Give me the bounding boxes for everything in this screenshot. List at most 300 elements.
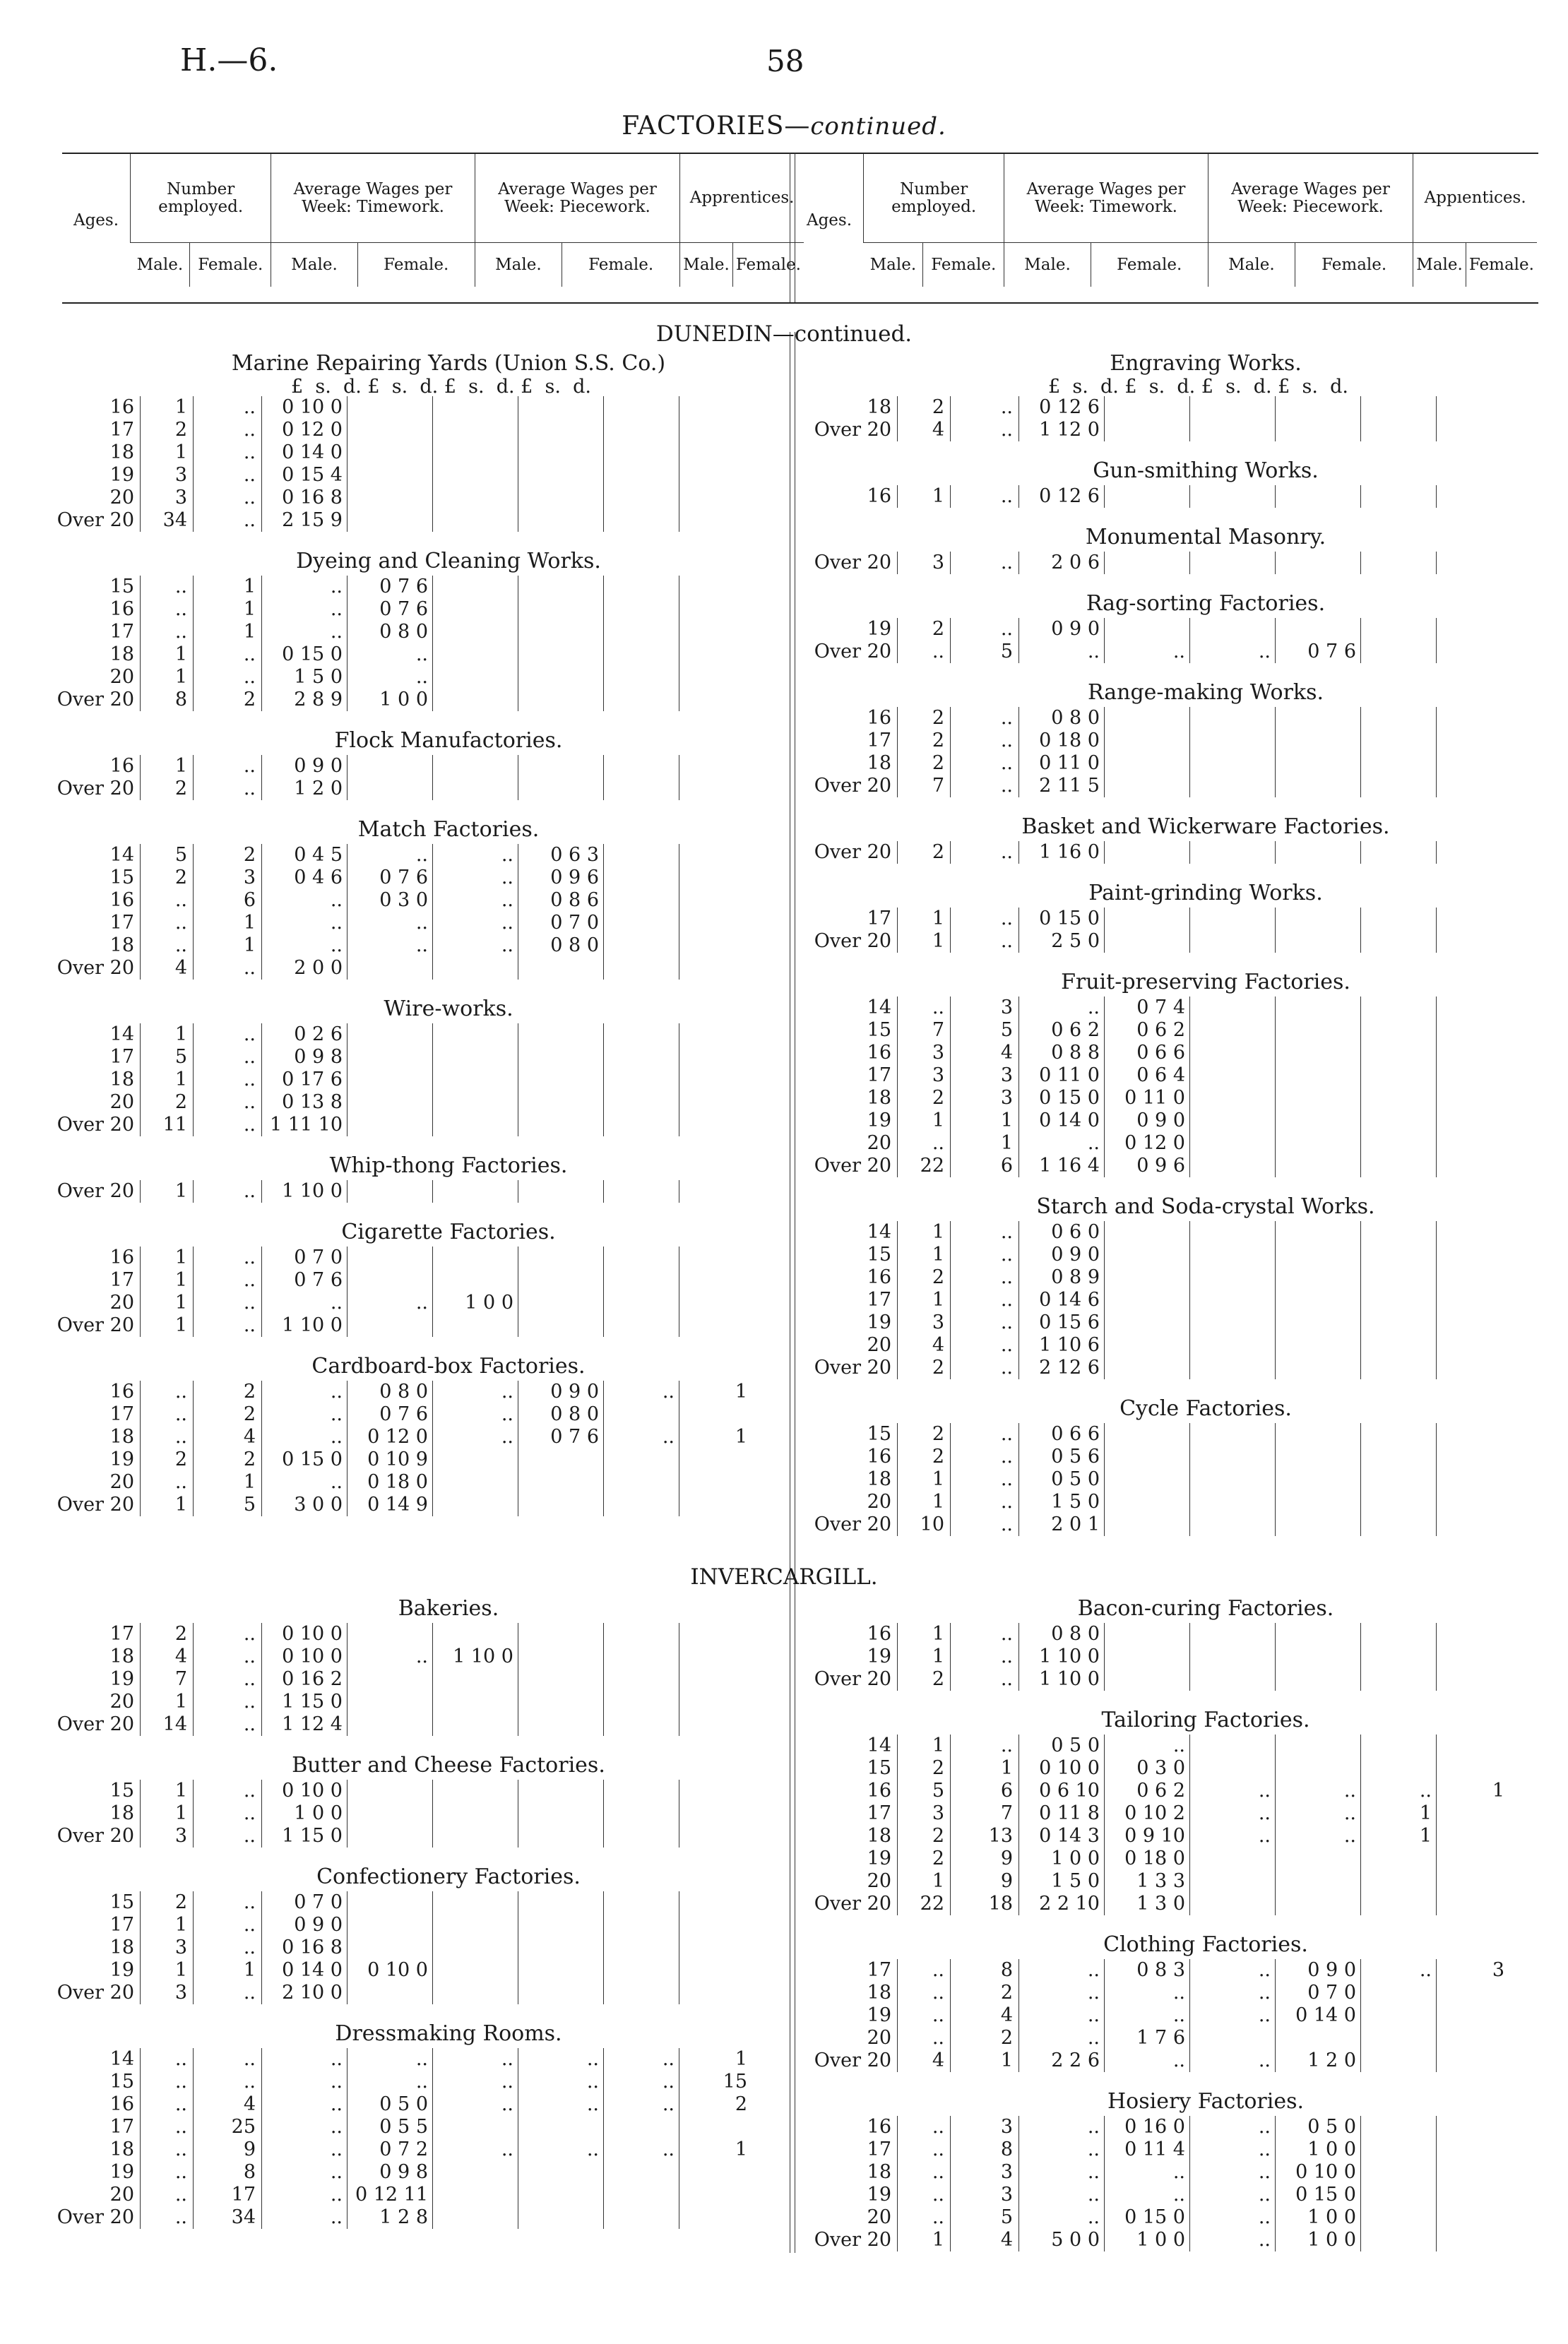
male-apprentices-cell <box>1361 1266 1437 1289</box>
male-piecework-cell <box>433 957 518 980</box>
table-row <box>42 576 752 598</box>
female-timework-cell <box>1105 730 1190 752</box>
male-employed-cell: 1 <box>932 1646 944 1667</box>
male-employed-cell: 1 <box>932 1109 944 1131</box>
female-timework-cell: 1 3 0 <box>1105 1893 1190 1915</box>
male-timework-cell: 2 0 6 <box>1019 552 1105 574</box>
female-piecework-cell <box>518 509 604 532</box>
male-piecework-cell: .. <box>433 2071 518 2093</box>
male-apprentices-cell <box>604 1180 679 1203</box>
age-cell: 17 <box>42 621 141 643</box>
table-row <box>800 552 1509 574</box>
male-apprentices-cell <box>604 1646 679 1668</box>
male-timework-cell: 0 14 0 <box>262 1959 348 1982</box>
male-apprentices-cell <box>604 576 679 598</box>
male-employed-cell: .. <box>174 2184 187 2206</box>
age-cell: 14 <box>800 1735 898 1757</box>
male-apprentices-cell <box>604 1914 679 1937</box>
female-timework-cell: 0 6 2 <box>1105 1780 1190 1802</box>
female-apprentices-cell <box>1437 930 1509 953</box>
male-timework-cell: 0 16 8 <box>262 487 348 509</box>
male-timework-cell: 1 5 0 <box>1019 1870 1105 1893</box>
male-timework-cell: 2 0 0 <box>262 957 348 980</box>
female-employed-cell: 1 <box>194 1471 262 1494</box>
title-continued: continued. <box>810 112 946 141</box>
age-cell: 16 <box>42 2093 141 2116</box>
male-timework-cell: 0 4 6 <box>262 867 348 889</box>
male-timework-cell: 0 12 0 <box>262 419 348 441</box>
industry-title: Fruit-preserving Factories. <box>1061 970 1350 994</box>
female-employed-cell: .. <box>194 1891 262 1914</box>
female-timework-cell <box>1105 1244 1190 1266</box>
male-piecework-cell <box>433 1825 518 1848</box>
title-main: FACTORIES— <box>622 112 811 141</box>
female-employed-cell: .. <box>951 1334 1019 1357</box>
table-row <box>42 1494 752 1516</box>
male-piecework-cell <box>1190 1848 1276 1870</box>
female-timework-cell: 1 0 0 <box>348 689 433 711</box>
female-apprentices-cell <box>679 396 752 419</box>
male-apprentices-cell <box>1361 730 1437 752</box>
female-header: Female. <box>1295 243 1413 287</box>
table-row <box>42 2184 752 2206</box>
male-employed-cell: .. <box>174 598 187 620</box>
male-apprentices-cell <box>1361 1423 1437 1446</box>
female-piecework-cell <box>1276 1446 1361 1468</box>
table-row <box>42 1959 752 1982</box>
male-apprentices-cell <box>604 957 679 980</box>
male-timework-cell: 1 5 0 <box>1019 1491 1105 1513</box>
table-row <box>800 2161 1509 2184</box>
male-timework-cell: .. <box>1019 2138 1105 2161</box>
male-piecework-cell <box>433 621 518 643</box>
female-employed-cell: .. <box>194 1180 262 1203</box>
industry-title: Tailoring Factories. <box>1101 1708 1310 1732</box>
female-timework-cell: 0 7 4 <box>1105 997 1190 1019</box>
male-piecework-cell <box>433 598 518 621</box>
age-cell: 19 <box>42 1668 141 1691</box>
table-row <box>800 1087 1509 1109</box>
page-title <box>0 112 1568 141</box>
table-row <box>800 775 1509 797</box>
female-timework-cell <box>348 1825 433 1848</box>
table-row <box>800 707 1509 730</box>
age-cell: 18 <box>800 752 898 775</box>
female-employed-cell: 2 <box>194 1448 262 1471</box>
female-employed-cell: .. <box>951 775 1019 797</box>
female-employed-cell: 3 <box>951 1087 1019 1109</box>
female-piecework-cell <box>518 419 604 441</box>
female-employed-cell: .. <box>951 1221 1019 1244</box>
male-apprentices-cell <box>1361 2138 1437 2161</box>
male-employed-cell: 4 <box>932 419 944 441</box>
male-timework-cell: 0 18 0 <box>1019 730 1105 752</box>
female-timework-cell: 0 16 0 <box>1105 2116 1190 2138</box>
female-timework-cell <box>348 1780 433 1802</box>
female-piecework-cell <box>518 1668 604 1691</box>
table-row <box>42 1914 752 1937</box>
male-header: Male. <box>475 243 562 287</box>
female-timework-cell: .. <box>348 1292 433 1314</box>
age-cell: Over 20 <box>42 689 141 711</box>
female-timework-cell: 0 8 0 <box>348 621 433 643</box>
female-apprentices-cell: 1 <box>1437 1780 1509 1802</box>
male-timework-cell: .. <box>262 1403 348 1426</box>
male-timework-cell: 2 5 0 <box>1019 930 1105 953</box>
male-timework-cell: 0 15 0 <box>1019 908 1105 930</box>
age-cell: 19 <box>800 1646 898 1668</box>
female-timework-cell <box>348 1668 433 1691</box>
table-row <box>800 841 1509 864</box>
male-apprentices-cell <box>1361 1848 1437 1870</box>
male-timework-cell: .. <box>262 2138 348 2161</box>
male-piecework-cell: .. <box>1190 1802 1276 1825</box>
male-piecework-cell <box>1190 1893 1276 1915</box>
male-piecework-cell <box>1190 997 1276 1019</box>
table-row <box>800 1468 1509 1491</box>
male-employed-cell: 1 <box>932 2229 944 2251</box>
female-employed-cell: 6 <box>951 1155 1019 1177</box>
male-apprentices-cell <box>604 844 679 867</box>
male-employed-cell: 3 <box>174 1937 187 1958</box>
male-employed-cell: .. <box>932 997 944 1018</box>
female-apprentices-cell <box>1437 1334 1509 1357</box>
male-piecework-cell: .. <box>1190 2206 1276 2229</box>
male-timework-cell: .. <box>262 889 348 912</box>
male-piecework-cell <box>433 1247 518 1269</box>
female-apprentices-cell <box>1437 1357 1509 1379</box>
female-apprentices-cell <box>1437 1468 1509 1491</box>
age-cell: Over 20 <box>42 1713 141 1736</box>
table-row <box>42 2116 752 2138</box>
female-piecework-cell <box>1276 1513 1361 1536</box>
female-apprentices-cell <box>1437 1825 1509 1848</box>
male-employed-cell: 1 <box>174 441 187 463</box>
industry-table <box>800 1423 1509 1536</box>
table-row <box>800 1155 1509 1177</box>
female-employed-cell: .. <box>194 509 262 532</box>
age-cell: 15 <box>800 1019 898 1042</box>
table-row <box>800 1311 1509 1334</box>
male-employed-cell: 1 <box>174 1959 187 1981</box>
male-piecework-cell <box>433 487 518 509</box>
industry-table <box>800 396 1509 441</box>
female-timework-cell <box>1105 396 1190 419</box>
age-cell: 15 <box>42 2071 141 2093</box>
industry-title: Cigarette Factories. <box>341 1220 556 1244</box>
male-piecework-cell: .. <box>433 1381 518 1403</box>
female-employed-cell: .. <box>194 1713 262 1736</box>
age-cell: 16 <box>42 1247 141 1269</box>
male-piecework-cell <box>433 1046 518 1069</box>
female-employed-cell: 2 <box>951 2027 1019 2049</box>
number-employed-header: Number employed. <box>131 154 271 243</box>
female-apprentices-cell <box>679 889 752 912</box>
male-apprentices-cell: .. <box>604 2048 679 2071</box>
female-apprentices-cell <box>1437 1087 1509 1109</box>
male-timework-cell: .. <box>262 2048 348 2071</box>
male-employed-cell: 5 <box>174 844 187 866</box>
table-row <box>800 2116 1509 2138</box>
female-timework-cell: 0 7 2 <box>348 2138 433 2161</box>
male-apprentices-cell <box>1361 1064 1437 1087</box>
table-row <box>42 1381 752 1403</box>
age-cell: Over 20 <box>42 778 141 800</box>
male-piecework-cell: .. <box>1190 1825 1276 1848</box>
male-employed-cell: 2 <box>932 1266 944 1288</box>
male-apprentices-cell <box>604 1494 679 1516</box>
female-employed-cell: 1 <box>194 1959 262 1982</box>
male-apprentices-cell: .. <box>604 2138 679 2161</box>
female-timework-cell <box>1105 930 1190 953</box>
male-apprentices-cell: .. <box>604 2093 679 2116</box>
female-timework-cell <box>1105 707 1190 730</box>
male-apprentices-cell <box>604 419 679 441</box>
male-employed-cell: 1 <box>932 908 944 929</box>
male-piecework-cell <box>433 1448 518 1471</box>
female-apprentices-cell <box>679 643 752 666</box>
male-employed-cell: 1 <box>174 1180 187 1202</box>
male-piecework-cell <box>1190 419 1276 441</box>
male-piecework-cell <box>433 509 518 532</box>
female-employed-cell: .. <box>951 552 1019 574</box>
male-piecework-cell <box>1190 1244 1276 1266</box>
male-timework-cell: 0 9 0 <box>262 1914 348 1937</box>
female-piecework-cell <box>518 1247 604 1269</box>
male-timework-cell: 0 16 2 <box>262 1668 348 1691</box>
female-piecework-cell <box>518 1069 604 1091</box>
female-piecework-cell <box>1276 908 1361 930</box>
male-timework-cell: 0 5 6 <box>1019 1446 1105 1468</box>
age-cell: 17 <box>800 1959 898 1982</box>
male-apprentices-cell <box>604 755 679 778</box>
female-employed-cell: 4 <box>194 1426 262 1448</box>
female-piecework-cell <box>1276 618 1361 641</box>
table-row <box>42 1713 752 1736</box>
male-timework-cell: 0 16 8 <box>262 1937 348 1959</box>
female-timework-cell: 0 6 4 <box>1105 1064 1190 1087</box>
male-apprentices-cell <box>1361 1491 1437 1513</box>
male-apprentices-cell <box>604 621 679 643</box>
female-apprentices-cell <box>1437 730 1509 752</box>
male-timework-cell: 1 16 4 <box>1019 1155 1105 1177</box>
female-apprentices-cell <box>679 867 752 889</box>
age-cell: 18 <box>800 396 898 419</box>
industry-table <box>800 1221 1509 1379</box>
male-timework-cell: .. <box>1019 2004 1105 2027</box>
female-apprentices-cell <box>1437 1109 1509 1132</box>
female-piecework-cell <box>1276 997 1361 1019</box>
female-piecework-cell <box>518 487 604 509</box>
male-apprentices-cell <box>604 1114 679 1136</box>
age-cell: 19 <box>800 2004 898 2027</box>
female-piecework-cell <box>1276 1735 1361 1757</box>
age-cell: 17 <box>800 1802 898 1825</box>
male-timework-cell: .. <box>262 598 348 621</box>
male-piecework-cell <box>433 1780 518 1802</box>
male-timework-cell: 1 10 0 <box>262 1314 348 1337</box>
female-employed-cell: .. <box>951 930 1019 953</box>
male-employed-cell: 2 <box>932 730 944 751</box>
male-timework-cell: 1 10 0 <box>1019 1668 1105 1691</box>
female-timework-cell <box>348 755 433 778</box>
male-employed-cell: 1 <box>932 1870 944 1892</box>
female-piecework-cell <box>518 1937 604 1959</box>
female-timework-cell <box>348 1937 433 1959</box>
table-row <box>800 1893 1509 1915</box>
female-apprentices-cell <box>1437 1311 1509 1334</box>
female-employed-cell: 1 <box>951 1109 1019 1132</box>
male-piecework-cell: .. <box>433 1426 518 1448</box>
table-row <box>800 1491 1509 1513</box>
female-timework-cell: .. <box>348 1646 433 1668</box>
age-cell: Over 20 <box>42 509 141 532</box>
industry-table <box>42 844 752 980</box>
female-piecework-cell <box>1276 775 1361 797</box>
female-timework-cell: 0 7 6 <box>348 1403 433 1426</box>
male-piecework-cell: .. <box>433 2048 518 2071</box>
female-apprentices-cell <box>1437 1757 1509 1780</box>
age-cell: 14 <box>800 1221 898 1244</box>
female-apprentices-cell <box>679 1091 752 1114</box>
age-cell: 17 <box>42 1403 141 1426</box>
table-row <box>42 487 752 509</box>
age-cell: 18 <box>42 643 141 666</box>
table-row <box>42 1937 752 1959</box>
male-apprentices-cell <box>604 1802 679 1825</box>
industry-table <box>800 841 1509 864</box>
female-apprentices-cell <box>1437 1289 1509 1311</box>
female-apprentices-cell <box>679 1403 752 1426</box>
table-row <box>800 1780 1509 1802</box>
age-cell: 20 <box>800 1870 898 1893</box>
table-row <box>800 2138 1509 2161</box>
age-cell: 16 <box>800 1780 898 1802</box>
table-row <box>42 419 752 441</box>
male-timework-cell: 0 14 0 <box>262 441 348 464</box>
female-piecework-cell <box>1276 1311 1361 1334</box>
female-timework-cell <box>348 464 433 487</box>
age-cell: 16 <box>42 1381 141 1403</box>
male-apprentices-cell <box>604 1471 679 1494</box>
age-cell: 19 <box>800 1109 898 1132</box>
female-timework-cell: 0 14 9 <box>348 1494 433 1516</box>
male-apprentices-cell <box>604 2184 679 2206</box>
female-timework-cell <box>1105 1513 1190 1536</box>
female-employed-cell: .. <box>194 1069 262 1091</box>
female-piecework-cell <box>518 1959 604 1982</box>
female-employed-cell: 1 <box>951 2049 1019 2072</box>
age-cell: 20 <box>42 1471 141 1494</box>
female-timework-cell <box>348 1314 433 1337</box>
male-employed-cell: 2 <box>932 752 944 774</box>
industry-table <box>800 485 1509 508</box>
industry-title: Dyeing and Cleaning Works. <box>296 549 601 573</box>
male-employed-cell: 2 <box>174 1448 187 1470</box>
female-timework-cell <box>348 1982 433 2004</box>
female-employed-cell: .. <box>951 908 1019 930</box>
table-row <box>800 1959 1509 1982</box>
female-apprentices-cell: 1 <box>679 2138 752 2161</box>
male-timework-cell: 1 15 0 <box>262 1691 348 1713</box>
female-apprentices-cell <box>679 1180 752 1203</box>
female-timework-cell: 0 10 9 <box>348 1448 433 1471</box>
female-employed-cell: 2 <box>194 689 262 711</box>
female-piecework-cell: .. <box>518 2048 604 2071</box>
industry-title: Engraving Works. <box>1110 351 1302 376</box>
female-employed-cell: 1 <box>194 621 262 643</box>
male-employed-cell: 2 <box>932 1087 944 1109</box>
currency-units-row: £ s. d. £ s. d. £ s. d. £ s. d. <box>1048 376 1348 398</box>
industry-table <box>42 1180 752 1203</box>
female-employed-cell: 4 <box>194 2093 262 2116</box>
female-timework-cell <box>348 419 433 441</box>
male-apprentices-cell <box>1361 641 1437 663</box>
female-timework-cell: .. <box>348 934 433 957</box>
male-piecework-cell <box>1190 2027 1276 2049</box>
female-piecework-cell: 1 2 0 <box>1276 2049 1361 2072</box>
female-employed-cell: .. <box>194 1668 262 1691</box>
male-timework-cell: 0 14 3 <box>1019 1825 1105 1848</box>
male-apprentices-cell <box>1361 2004 1437 2027</box>
male-timework-cell: 3 0 0 <box>262 1494 348 1516</box>
age-cell: 18 <box>42 1426 141 1448</box>
industry-title: Cycle Factories. <box>1119 1396 1292 1421</box>
table-row <box>42 2138 752 2161</box>
female-apprentices-cell <box>1437 1893 1509 1915</box>
female-employed-cell: .. <box>194 778 262 800</box>
female-employed-cell: .. <box>951 730 1019 752</box>
age-cell: 17 <box>42 912 141 934</box>
male-employed-cell: 1 <box>174 1269 187 1291</box>
male-employed-cell: 3 <box>174 1982 187 2004</box>
industry-title: Range-making Works. <box>1087 680 1324 705</box>
female-employed-cell: .. <box>951 1623 1019 1646</box>
female-piecework-cell <box>518 1448 604 1471</box>
male-employed-cell: 1 <box>932 1468 944 1490</box>
table-row <box>800 1042 1509 1064</box>
age-cell: Over 20 <box>800 641 898 663</box>
female-timework-cell: 0 15 0 <box>1105 2206 1190 2229</box>
industry-table <box>42 1023 752 1136</box>
page-number: 58 <box>766 44 804 78</box>
male-employed-cell: 7 <box>932 775 944 797</box>
female-piecework-cell: 0 8 0 <box>518 934 604 957</box>
industry-title: Rag-sorting Factories. <box>1086 591 1326 616</box>
age-cell: 19 <box>42 1448 141 1471</box>
female-timework-cell <box>348 1623 433 1646</box>
female-piecework-cell <box>1276 1870 1361 1893</box>
table-row <box>42 867 752 889</box>
female-timework-cell: .. <box>1105 2004 1190 2027</box>
age-cell: 16 <box>800 1042 898 1064</box>
male-timework-cell: 1 12 0 <box>1019 419 1105 441</box>
male-employed-cell: 3 <box>174 1825 187 1847</box>
female-employed-cell: .. <box>194 396 262 419</box>
female-apprentices-cell <box>1437 1870 1509 1893</box>
male-apprentices-cell <box>604 1668 679 1691</box>
male-piecework-cell <box>433 755 518 778</box>
table-row <box>42 1247 752 1269</box>
number-employed-header: Number employed. <box>864 154 1004 243</box>
male-employed-cell: 1 <box>174 1494 187 1516</box>
male-employed-cell: .. <box>174 2138 187 2160</box>
female-employed-cell: .. <box>194 1292 262 1314</box>
male-piecework-cell: .. <box>433 889 518 912</box>
female-timework-cell <box>1105 618 1190 641</box>
male-employed-cell: 8 <box>174 689 187 710</box>
industry-title: Hosiery Factories. <box>1107 2089 1304 2114</box>
